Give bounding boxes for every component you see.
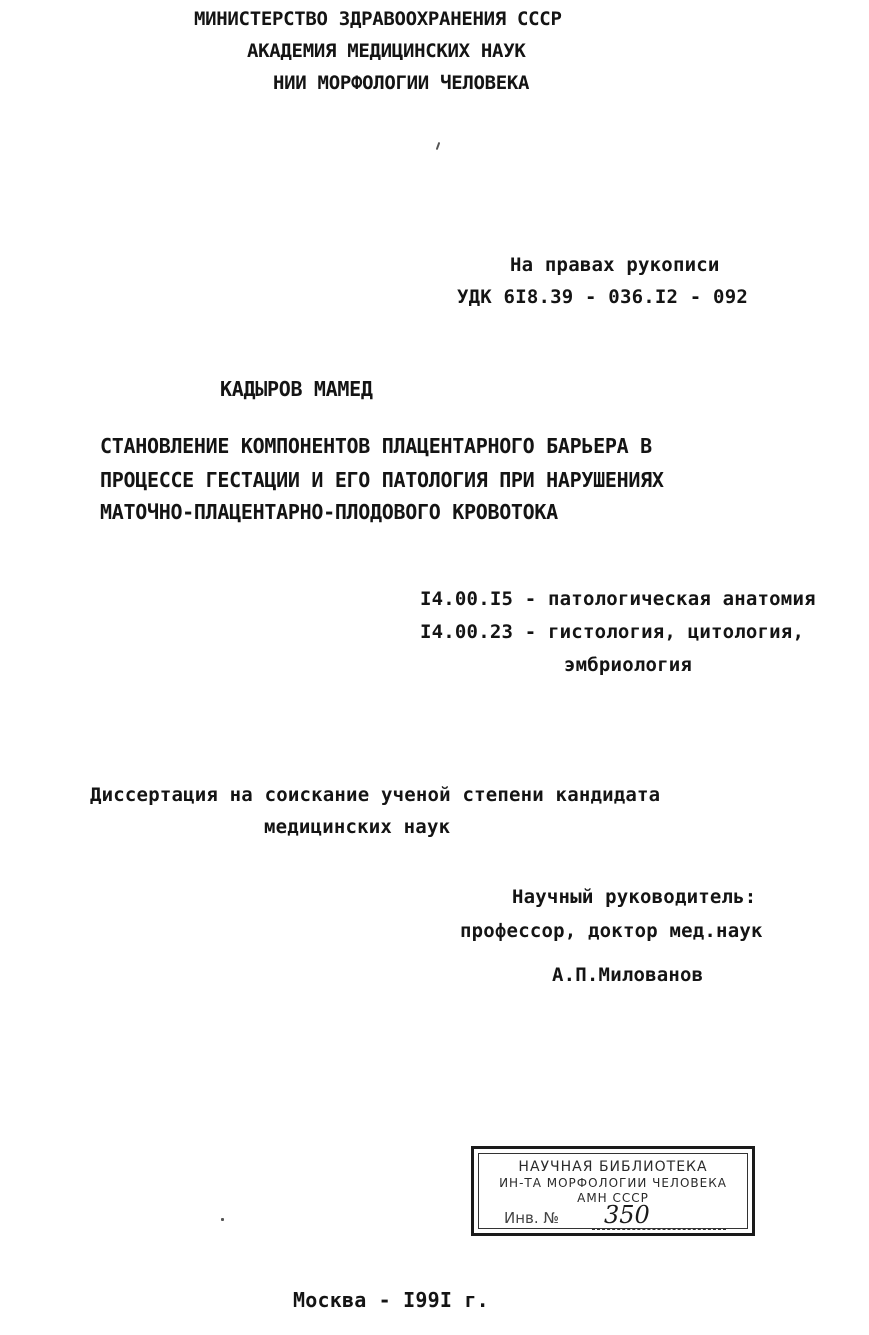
stamp-inventory-label: Инв. № bbox=[504, 1209, 560, 1227]
dissertation-title-line-1: СТАНОВЛЕНИЕ КОМПОНЕНТОВ ПЛАЦЕНТАРНОГО БАРЬЕРА В bbox=[100, 434, 652, 458]
supervisor-label: Научный руководитель: bbox=[512, 886, 757, 908]
ministry-heading: МИНИСТЕРСТВО ЗДРАВООХРАНЕНИЯ СССР bbox=[194, 8, 562, 30]
dissertation-title-line-2: ПРОЦЕССЕ ГЕСТАЦИИ И ЕГО ПАТОЛОГИЯ ПРИ НАРУШЕНИЯХ bbox=[100, 468, 664, 492]
stamp-academy-name: АМН СССР bbox=[577, 1191, 649, 1205]
specialty-code-2-continued: эмбриология bbox=[564, 654, 693, 676]
udk-code: УДК 6I8.39 - 036.I2 - 092 bbox=[457, 286, 748, 308]
city-year-footer: Москва - I99I г. bbox=[293, 1288, 489, 1312]
dissertation-degree-line-1: Диссертация на соискание ученой степени кандидата bbox=[90, 784, 661, 806]
supervisor-name: А.П.Милованов bbox=[552, 964, 704, 986]
specialty-code-1: I4.00.I5 - патологическая анатомия bbox=[420, 588, 816, 610]
manuscript-rights-label: На правах рукописи bbox=[510, 254, 720, 276]
stamp-inventory-underline bbox=[592, 1229, 726, 1230]
library-stamp bbox=[471, 1146, 755, 1236]
stamp-institute-name: ИН-ТА МОРФОЛОГИИ ЧЕЛОВЕКА bbox=[499, 1176, 727, 1190]
dissertation-degree-line-2: медицинских наук bbox=[264, 816, 451, 838]
author-name: КАДЫРОВ МАМЕД bbox=[220, 377, 373, 401]
institute-heading: НИИ МОРФОЛОГИИ ЧЕЛОВЕКА bbox=[273, 72, 530, 94]
stamp-inventory-number: 350 bbox=[604, 1201, 650, 1229]
supervisor-title: профессор, доктор мед.наук bbox=[460, 920, 763, 942]
specialty-code-2: I4.00.23 - гистология, цитология, bbox=[420, 621, 805, 643]
paper-speck bbox=[436, 142, 441, 150]
stamp-library-name: НАУЧНАЯ БИБЛИОТЕКА bbox=[518, 1159, 708, 1175]
dissertation-title-line-3: МАТОЧНО-ПЛАЦЕНТАРНО-ПЛОДОВОГО КРОВОТОКА bbox=[100, 500, 558, 524]
paper-speck bbox=[221, 1218, 224, 1221]
academy-heading: АКАДЕМИЯ МЕДИЦИНСКИХ НАУК bbox=[247, 40, 526, 62]
